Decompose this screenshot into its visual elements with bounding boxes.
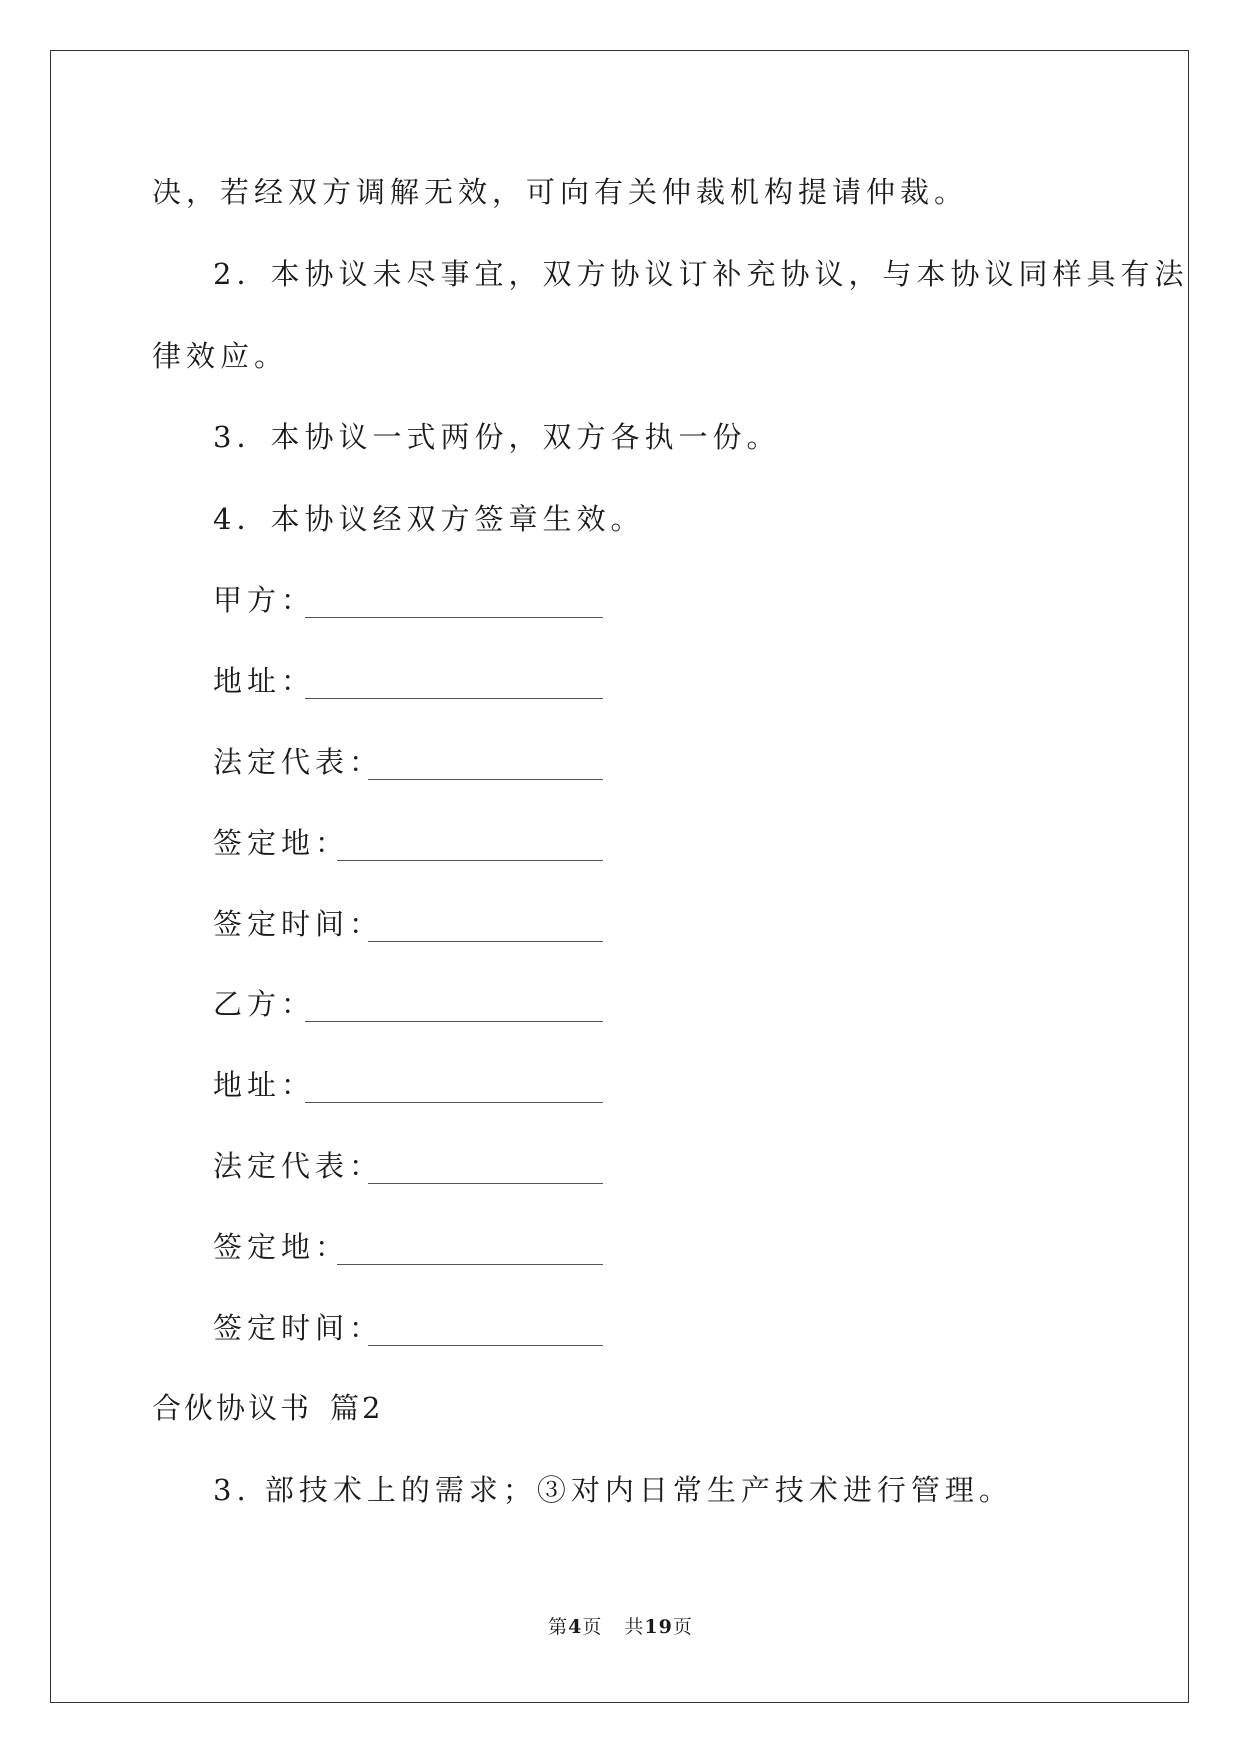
total-page-count: 19 (644, 1616, 673, 1638)
blank-line (368, 941, 603, 942)
paragraph-line: 3．本协议一式两份，双方各执一份。 (213, 420, 781, 454)
section-number: 篇2 (330, 1391, 384, 1425)
blank-line (305, 1102, 603, 1103)
section-heading (152, 1391, 384, 1425)
blank-line (368, 1183, 603, 1184)
field-label-signing-place: 签定地： (213, 1230, 350, 1264)
current-page-number: 4 (568, 1616, 583, 1638)
field-label-signing-time: 签定时间： (213, 907, 384, 941)
field-label-legal-rep: 法定代表： (213, 1149, 384, 1183)
blank-line (305, 1021, 603, 1022)
footer-prefix: 第 (548, 1616, 569, 1638)
blank-line (305, 617, 603, 618)
paragraph-line: 3. 部技术上的需求；③对内日常生产技术进行管理。 (213, 1473, 1013, 1507)
footer-total-suffix: 页 (672, 1616, 693, 1638)
blank-line (368, 779, 603, 780)
footer-total-prefix: 共 (624, 1616, 645, 1638)
field-label-signing-place: 签定地： (213, 826, 350, 860)
blank-line (368, 1345, 603, 1346)
paragraph-line: 律效应。 (152, 339, 289, 373)
field-label-party-a: 甲方： (213, 583, 316, 617)
field-label-signing-time: 签定时间： (213, 1311, 384, 1345)
page-footer (0, 1618, 1241, 1637)
blank-line (337, 860, 603, 861)
field-label-legal-rep: 法定代表： (213, 745, 384, 779)
field-label-address: 地址： (213, 1068, 316, 1102)
paragraph-line: 4．本协议经双方签章生效。 (213, 502, 645, 536)
footer-page-suffix: 页 (582, 1616, 603, 1638)
paragraph-line: 决，若经双方调解无效，可向有关仲裁机构提请仲裁。 (152, 175, 969, 209)
paragraph-line: 2．本协议未尽事宜，双方协议订补充协议，与本协议同样具有法 (213, 257, 1189, 291)
blank-line (337, 1264, 603, 1265)
blank-line (305, 698, 603, 699)
field-label-party-b: 乙方： (213, 987, 316, 1021)
section-title: 合伙协议书 (152, 1391, 313, 1425)
page-frame (50, 50, 1189, 1703)
field-label-address: 地址： (213, 664, 316, 698)
